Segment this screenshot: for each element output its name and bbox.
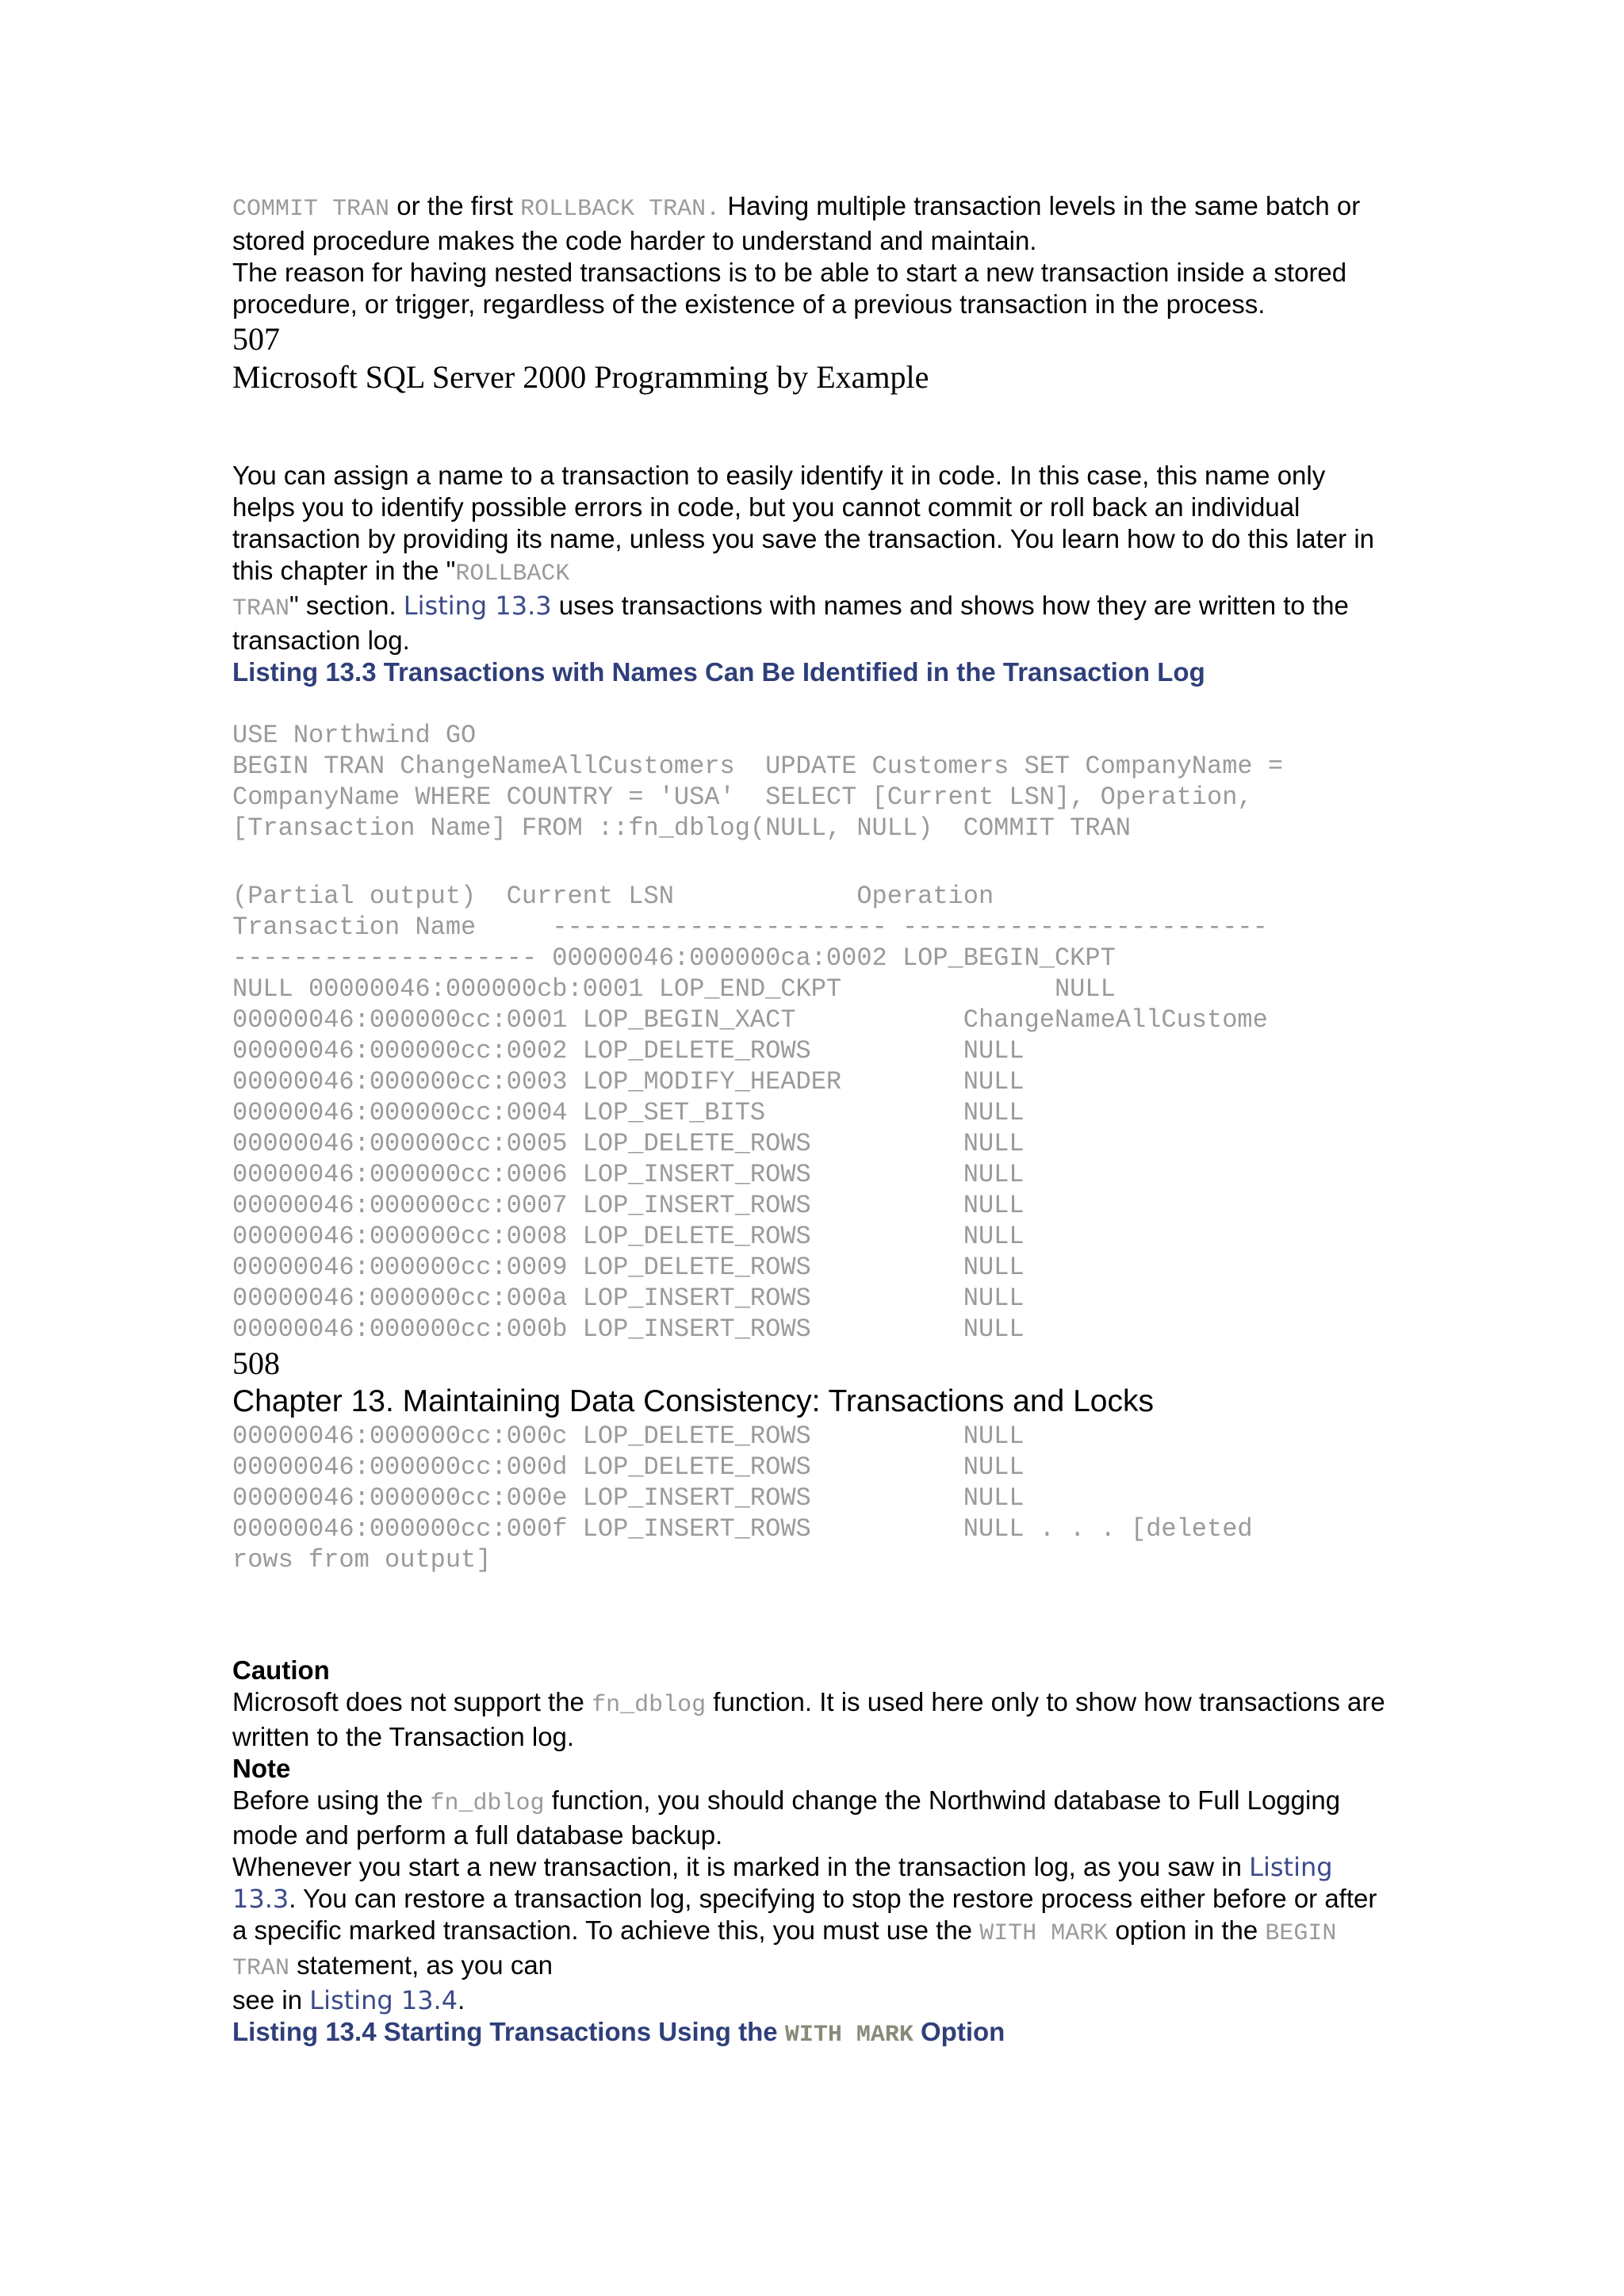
listing-link[interactable]: Listing 13.3 [232,1852,1333,1914]
note-text: Before using the fn_dblog function, you should change the Northwind database to Full Logging mode and perform a full database backup. [232,1785,1341,1850]
inline-code: WITH MARK [784,2022,914,2049]
intro-paragraph: COMMIT TRAN or the first ROLLBACK TRAN. Having multiple transaction levels in the same batch or stored procedure makes the code harder to understand and maintain. [232,191,1361,255]
inline-code: TRAN [232,595,290,622]
note-label: Note [232,1754,291,1783]
spacer [232,844,1390,881]
with-mark-paragraph: Whenever you start a new transaction, it is marked in the transaction log, as you saw in Listing 13.3. You can restore a transaction log, specifying to stop the restore process either before or after a specific marked transaction. To achieve this, you must use the WITH MARK option in the BEGIN TRAN statement, as you can see in Listing 13.4. [232,1852,1377,2015]
page-number: 507 [232,321,280,357]
spacer [232,396,1390,460]
named-transaction-paragraph: You can assign a name to a transaction to easily identify it in code. In this case, this name only helps you to identify possible errors in code, but you cannot commit or roll back an individual transaction by providing its name, unless you save the transaction. You learn how to do this later in this chapter in the "ROLLBACK TRAN" section. Listing 13.3 uses transactions with names and shows how they are written to the transaction log. [232,461,1375,655]
nested-transactions-paragraph: The reason for having nested transactions is to be able to start a new transaction inside a stored procedure, or trigger, regardless of the existence of a previous transaction in the process. [232,258,1347,319]
inline-code: COMMIT TRAN [232,196,390,223]
spacer [232,688,1390,720]
document-page [232,190,1390,2051]
spacer [232,1575,1390,1655]
caution-label: Caution [232,1655,330,1685]
chapter-title: Chapter 13. Maintaining Data Consistency: Transactions and Locks [232,1384,1154,1418]
listing-heading: Listing 13.4 Starting Transactions Using the WITH MARK Option [232,2017,1005,2049]
listing-link[interactable]: Listing 13.4 [309,1985,458,2015]
inline-code: fn_dblog [592,1692,707,1719]
listing-heading: Listing 13.3 Transactions with Names Can Be Identified in the Transaction Log [232,657,1205,687]
code-listing: USE Northwind GO BEGIN TRAN ChangeNameAllCustomers UPDATE Customers SET CompanyName = CompanyName WHERE COUNTRY = 'USA' SELECT [Current LSN], Operation, [Transaction Name] FROM ::fn_dblog(NULL, NULL) COMMIT TRAN [232,721,1284,843]
inline-code: BEGIN TRAN [232,1920,1337,1982]
listing-link[interactable]: Listing 13.3 [403,591,552,621]
code-output-continued: 00000046:000000cc:000c LOP_DELETE_ROWS NULL 00000046:000000cc:000d LOP_DELETE_ROWS NULL 00000046:000000cc:000e LOP_INSERT_ROWS NULL 00000046:000000cc:000f LOP_INSERT_ROWS NULL . . . [deleted rows from output] [232,1422,1253,1575]
running-head: Microsoft SQL Server 2000 Programming by Example [232,359,929,395]
page-number: 508 [232,1345,280,1381]
caution-text: Microsoft does not support the fn_dblog function. It is used here only to show how transactions are written to the Transaction log. [232,1687,1385,1751]
code-output: (Partial output) Current LSN Operation Transaction Name ---------------------- ------------------------ -------------------- 00000046:000000ca:0002 LOP_BEGIN_CKPT NULL 00000046:000000cb:0001 LOP_END_CKPT NULL 00000046:000000cc:0001 LOP_BEGIN_XACT ChangeNameAllCustome 00000046:000000cc:0002 LOP_DELETE_ROWS NULL 00000046:000000cc:0003 LOP_MODIFY_HEADER NULL 00000046:000000cc:0004 LOP_SET_BITS NULL 00000046:000000cc:0005 LOP_DELETE_ROWS NULL 00000046:000000cc:0006 LOP_INSERT_ROWS NULL 00000046:000000cc:0007 LOP_INSERT_ROWS NULL 00000046:000000cc:0008 LOP_DELETE_ROWS NULL 00000046:000000cc:0009 LOP_DELETE_ROWS NULL 00000046:000000cc:000a LOP_INSERT_ROWS NULL 00000046:000000cc:000b LOP_INSERT_ROWS NULL [232,882,1268,1344]
inline-code: ROLLBACK TRAN. [520,196,721,223]
inline-code: ROLLBACK [455,561,570,587]
inline-code: WITH MARK [979,1920,1109,1947]
inline-code: fn_dblog [430,1790,545,1817]
